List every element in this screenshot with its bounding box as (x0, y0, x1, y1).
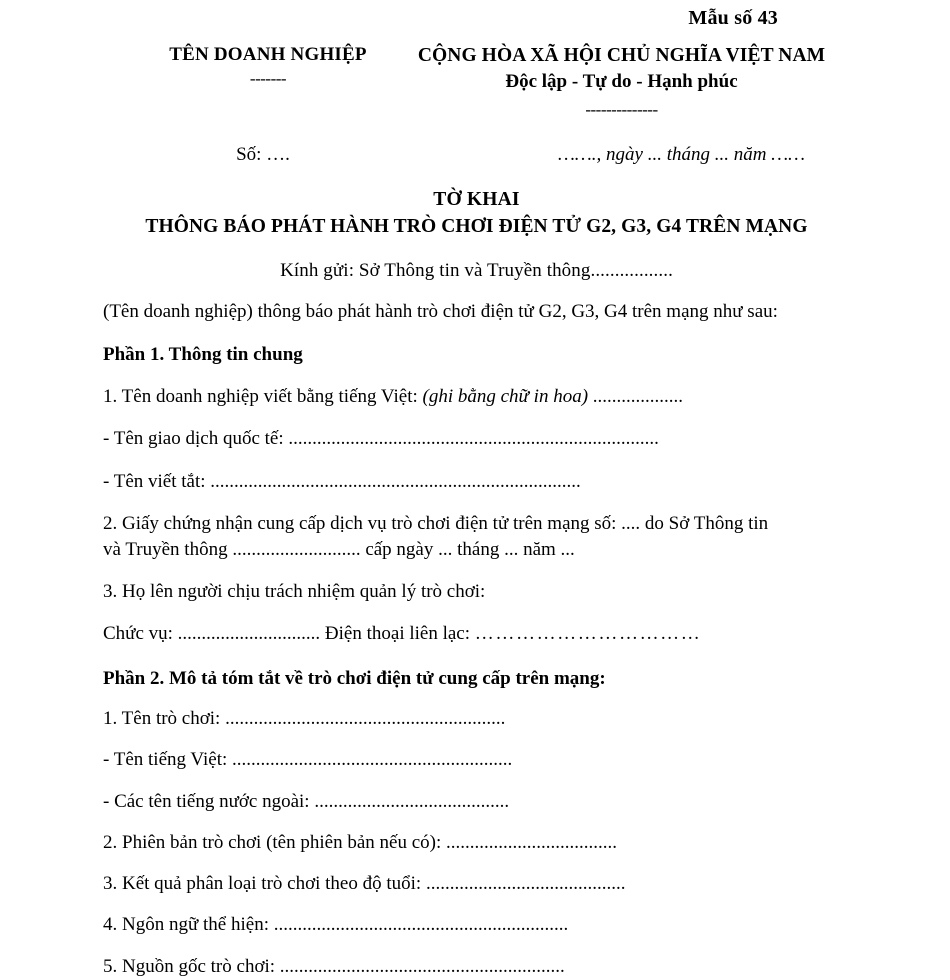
part2-item-1a: - Tên tiếng Việt: ........................................................... (103, 749, 513, 771)
letterhead-left (103, 44, 403, 87)
part2-item-1: 1. Tên trò chơi: ........................................................... (103, 708, 506, 730)
letterhead-right (403, 44, 850, 118)
national-motto: Độc lập - Tự do - Hạnh phúc (505, 71, 738, 93)
part1-item-3-role (103, 621, 850, 647)
part1-item-3: 3. Họ lên người chịu trách nhiệm quản lý trò chơi: (103, 581, 486, 603)
part2-item-5: 5. Nguồn gốc trò chơi: ............................................................ (103, 955, 565, 977)
part1-role-text: Chức vụ: .............................. Điện thoại liên lạc: (103, 623, 475, 645)
national-title: CỘNG HÒA XÃ HỘI CHỦ NGHĨA VIỆT NAM (417, 45, 826, 66)
part1-item-2-line1: 2. Giấy chứng nhận cung cấp dịch vụ trò chơi điện tử trên mạng số: .... do Sở Thông tin (103, 512, 769, 534)
part1-item-1-text: 1. Tên doanh nghiệp viết bằng tiếng Việt: (103, 386, 423, 408)
organization-rule: ------- (249, 68, 287, 88)
part2-item-4: 4. Ngôn ngữ thể hiện: .............................................................. (103, 914, 569, 936)
document-number: Số: …. (236, 144, 290, 166)
part1-item-2 (103, 511, 850, 563)
part1-phone-dots: …………………………… (474, 623, 702, 645)
form-number: Mẫu số 43 (688, 7, 778, 29)
part1-item-1-dots: ................... (588, 386, 684, 408)
reference-row (103, 144, 850, 166)
part2-item-1b: - Các tên tiếng nước ngoài: ......................................... (103, 790, 510, 812)
organization-name-label: TÊN DOANH NGHIỆP (169, 44, 367, 65)
part2-heading: Phần 2. Mô tả tóm tắt về trò chơi điện tử cung cấp trên mạng: (103, 667, 606, 689)
motto-rule: -------------- (585, 100, 658, 120)
part1-item-2-line2: và Truyền thông ........................... cấp ngày ... tháng ... năm ... (103, 538, 575, 560)
part2-item-2: 2. Phiên bản trò chơi (tên phiên bản nếu có): .................................... (103, 831, 617, 853)
part1-heading: Phần 1. Thông tin chung (103, 344, 303, 366)
document-date: ……., ngày ... tháng ... năm …… (557, 144, 805, 166)
document-title: TỜ KHAI (433, 189, 520, 211)
recipient-line: Kính gửi: Sở Thông tin và Truyền thông................. (280, 259, 673, 281)
document-subtitle: THÔNG BÁO PHÁT HÀNH TRÒ CHƠI ĐIỆN TỬ G2, G3, G4 TRÊN MẠNG (145, 216, 808, 238)
part1-item-1a: - Tên giao dịch quốc tế: .............................................................................. (103, 428, 659, 450)
part1-item-1-note: (ghi bằng chữ in hoa) (422, 386, 589, 408)
part1-item-1b: - Tên viết tắt: .............................................................................. (103, 470, 581, 492)
part2-item-3: 3. Kết quả phân loại trò chơi theo độ tuổi: .......................................... (103, 873, 626, 895)
part1-item-1 (103, 384, 850, 410)
intro-paragraph: (Tên doanh nghiệp) thông báo phát hành trò chơi điện tử G2, G3, G4 trên mạng như sau: (103, 300, 778, 322)
letterhead (103, 44, 850, 118)
